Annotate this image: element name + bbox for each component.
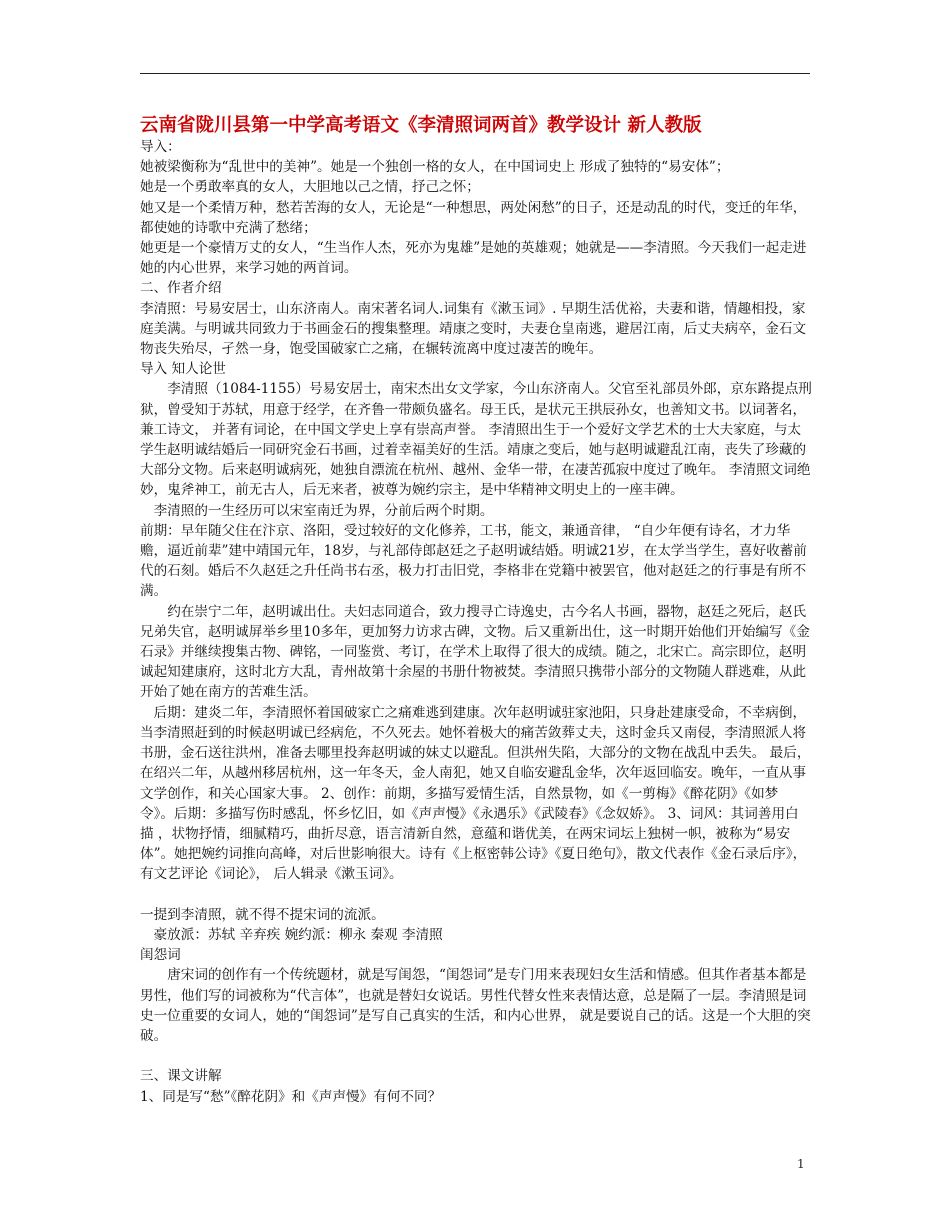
document-body [140,137,812,1107]
biography-paragraph: 李清照（1084-1155）号易安居士，南宋杰出女文学家，今山东济南人。父官至礼部员外郎，京东路提点刑狱，曾受知于苏轼，用意于经学，在齐鲁一带颇负盛名。母王氏，是状元王拱辰孙女，也善知文书。以词著名，兼工诗文， 并著有词论，在中国文学史上享有崇高声誉。 李清照出生于一个爱好文学艺术的士大夫家庭，与太学生赵明诚结婚后一同研究金石书画，过着幸福美好的生活。靖康之变后，她与赵明诚避乱江南，丧失了珍藏的大部分文物。后来赵明诚病死，她独自漂流在杭州、越州、金华一带，在凄苦孤寂中度过了晚年。 李清照文词绝妙，鬼斧神工，前无古人，后无来者，被尊为婉约宗主，是中华精神文明史上的一座丰碑。 [140,381,812,499]
guiyuan-heading: 闺怨词 [140,947,181,964]
document-title: 云南省陇川县第一中学高考语文《李清照词两首》教学设计 新人教版 [140,115,702,136]
spacer [140,885,812,905]
intro-line-3: 她又是一个柔情万种，愁若苦海的女人，无论是“一种想思，两处闲愁”的日子，还是动乱的时代，变迁的年华，都使她的诗歌中充满了愁绪； [140,199,807,236]
spacer [140,1046,812,1066]
schools-intro: 一提到李清照，就不得不提宋词的流派。 [140,906,385,923]
intro-line-2: 她是一个勇敢率真的女人，大胆地以己之情，抒己之怀； [140,179,480,196]
intro-line-1: 她被梁衡称为“乱世中的美神”。她是一个独创一格的女人，在中国词史上 形成了独特的“易安体”； [140,159,730,176]
guiyuan-paragraph: 唐宋词的创作有一个传统题材，就是写闺怨，“闺怨词”是专门用来表现妇女生活和情感。但其作者基本都是男性，他们写的词被称为“代言体”，也就是替妇女说话。男性代替女性来表情达意，总是隔了一层。李清照是词史一位重要的女词人，她的“闺怨词”是写自己真实的生活，和内心世界， 就是要说自己的话。这是一个大胆的突破。 [140,967,811,1044]
intro-heading: 导入： [140,139,181,155]
section-author-heading: 二、作者介绍 [140,280,222,297]
intro-line-4: 她更是一个豪情万丈的女人，“生当作人杰，死亦为鬼雄”是她的英雄观；她就是——李清照。今天我们一起走进她的内心世界，来学习她的两首词。 [140,240,807,277]
know-the-person-heading: 导入 知人论世 [140,361,226,378]
author-summary: 李清照：号易安居士，山东济南人。南宋著名词人.词集有《漱玉词》. 早期生活优裕，夫妻和谐，情趣相投，家庭美满。与明诚共同致力于书画金石的搜集整理。靖康之变时，夫妻仓皇南逃，避居江南，后丈夫病卒，金石文物丧失殆尽，孑然一身，饱受国破家亡之痛，在辗转流离中度过凄苦的晚年。 [140,300,807,358]
page-number: 1 [797,1157,805,1171]
life-periods-intro: 李清照的一生经历可以宋室南迁为界，分前后两个时期。 [153,502,494,519]
section-text-heading: 三、课文讲解 [140,1068,222,1085]
question-1: 1、同是写“愁”《醉花阴》和《声声慢》有何不同？ [140,1088,442,1105]
chongning-paragraph: 约在崇宁二年，赵明诚出仕。夫妇志同道合，致力搜寻亡诗逸史，古今名人书画，器物，赵廷之死后，赵氏兄弟失官，赵明诚屏举乡里10多年，更加努力访求古碑，文物。后又重新出仕，这一时期开始他们开始编写《金石录》并继续搜集古物、碑铭，一同鉴赏、考订，在学术上取得了很大的成绩。随之，北宋亡。高宗即位，赵明诚起知建康府，这时北方大乱，青州故第十余屋的书册什物被焚。李清照只携带小部分的文物随人群逃难，从此开始了她在南方的苦难生活。 [140,603,810,701]
schools-list: 豪放派：苏轼 辛弃疾 婉约派：柳永 秦观 李清照 [153,926,443,943]
late-period-paragraph: 后期：建炎二年，李清照怀着国破家亡之痛难逃到建康。次年赵明诚驻家池阳，只身赴建康受命，不幸病倒，当李清照赶到的时候赵明诚已经病危，不久死去。她怀着极大的痛苦敛葬丈夫，这时金兵又南侵，李清照派人将书册，金石送往洪州，准备去哪里投奔赵明诚的妹丈以避乱。但洪州失陷，大部分的文物在战乱中丢失。 最后，在绍兴二年，从越州移居杭州，这一年冬天，金人南犯，她又自临安避乱金华，次年返回临安。晚年，一直从事文学创作，和关心国家大事。 2、创作：前期，多描写爱情生活，自然景物，如《一剪梅》《醉花阴》《如梦令》。后期：多描写伤时感乱，怀乡忆旧，如《声声慢》《永遇乐》《武陵春》《念奴娇》。 3、词风：其词善用白描 ，状物抒情，细腻精巧，曲折尽意，语言清新自然，意蕴和谐优美，在两宋词坛上独树一帜，被称为“易安体”。她把婉约词推向高峰，对后世影响很大。诗有《上枢密韩公诗》《夏日绝句》，散文代表作《金石录后序》，有文艺评论《词论》， 后人辑录《漱玉词》。 [140,704,811,883]
early-period-paragraph: 前期：早年随父住在汴京、洛阳，受过较好的文化修养，工书，能文，兼通音律， “自少年便有诗名，才力华赡，逼近前辈”建中靖国元年，18岁，与礼部侍郎赵廷之子赵明诚结婚。明诚21岁，在太学当学生，喜好收蓄前代的石刻。婚后不久赵廷之升任尚书右丞，极力打击旧党，李格非在党籍中被罢官，他对赵廷之的行事是有所不满。 [140,522,807,600]
header-rule [140,73,810,74]
